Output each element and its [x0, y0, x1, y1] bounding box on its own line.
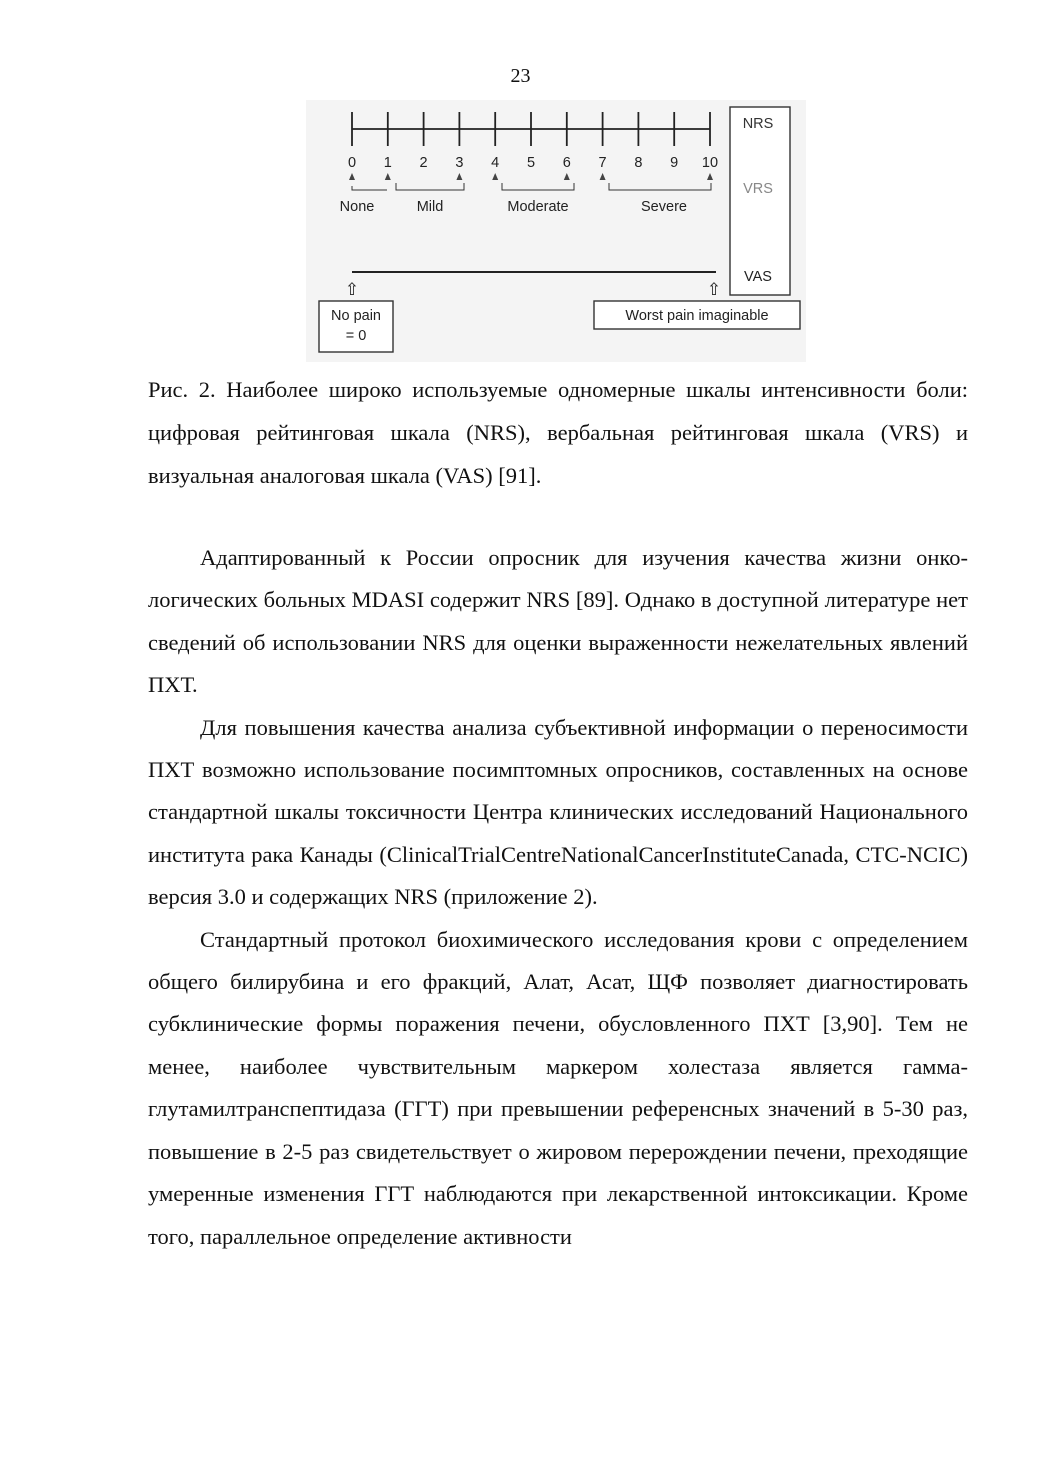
- nrs-tick-label: 9: [670, 155, 679, 171]
- vrs-category-label: None: [339, 199, 375, 215]
- scale-name-vas: VAS: [744, 269, 772, 285]
- scale-name-vrs: VRS: [743, 181, 773, 197]
- vas-worst-pain-label: Worst pain imaginable: [625, 308, 769, 324]
- nrs-tick-label: 6: [562, 155, 571, 171]
- figure-caption: Рис. 2. Наиболее широко используемые одномерные шкалы интенсивности боли: цифровая рейтинговая шкала (NRS), вербальная рейтинговая шкала (VRS) и визуальная аналоговая шкала (VAS) [91].: [148, 377, 968, 488]
- nrs-tick-label: 10: [701, 155, 719, 171]
- vas-right-arrow-icon: ⇧: [706, 280, 722, 299]
- vrs-category-label: Severe: [641, 199, 687, 215]
- nrs-tick-label: 7: [598, 155, 607, 171]
- vrs-category-label: Mild: [416, 199, 444, 215]
- nrs-tick-label: 1: [383, 155, 392, 171]
- scale-name-nrs: NRS: [742, 116, 774, 132]
- scale-names-box: [730, 107, 790, 295]
- vas-no-pain-label: No pain: [331, 308, 381, 324]
- vas-left-arrow-icon: ⇧: [344, 280, 360, 299]
- paragraph: Для повышения качества анализа субъективной информации о переносимости ПХТ возможно использование посимптомных опросников, составленных на основе стандартной шкалы токсичности Центра клинических исследований Национального института рака Канады (ClinicalTrialCentreNationalCancerInstituteCanada, CTC-NCIC) версия 3.0 и содержащих NRS (приложение 2).: [148, 714, 968, 910]
- nrs-tick-label: 8: [634, 155, 643, 171]
- pain-scales-diagram: [306, 100, 806, 362]
- nrs-tick-label: 2: [419, 155, 428, 171]
- nrs-tick-label: 5: [526, 155, 536, 171]
- vas-no-pain-value: = 0: [345, 328, 367, 344]
- nrs-tick-label: 3: [455, 155, 464, 171]
- vrs-category-label: Moderate: [507, 199, 569, 215]
- nrs-tick-label: 0: [347, 155, 357, 171]
- page-number: 23: [510, 65, 531, 87]
- body-text: [148, 537, 968, 1258]
- paragraph: Адаптированный к России опросник для изучения качества жизни онкологических больных MDASI содержит NRS [89]. Однако в доступной литературе нет сведений об использовании NRS для оценки выраженности нежелательных явлений ПХТ.: [148, 545, 968, 698]
- nrs-tick-label: 4: [491, 155, 500, 171]
- paragraph: Стандартный протокол биохимического исследования крови с определением общего билирубина и его фракций, Алат, Асат, ЩФ позволяет диагностировать субклинические формы поражения печени, обусловленного ПХТ [3,90]. Тем не менее, наиболее чувствительным маркером холестаза является гамма-глутамилтранспептидаза (ГГТ) при превышении референсных значений в 5-30 раз, повышение в 2-5 раз свидетельствует о жировом перерождении печени, преходящие умеренные изменения ГГТ наблюдаются при лекарственной интоксикации. Кроме того, параллельное определение активности: [148, 926, 968, 1249]
- pain-scales-figure: [306, 100, 806, 362]
